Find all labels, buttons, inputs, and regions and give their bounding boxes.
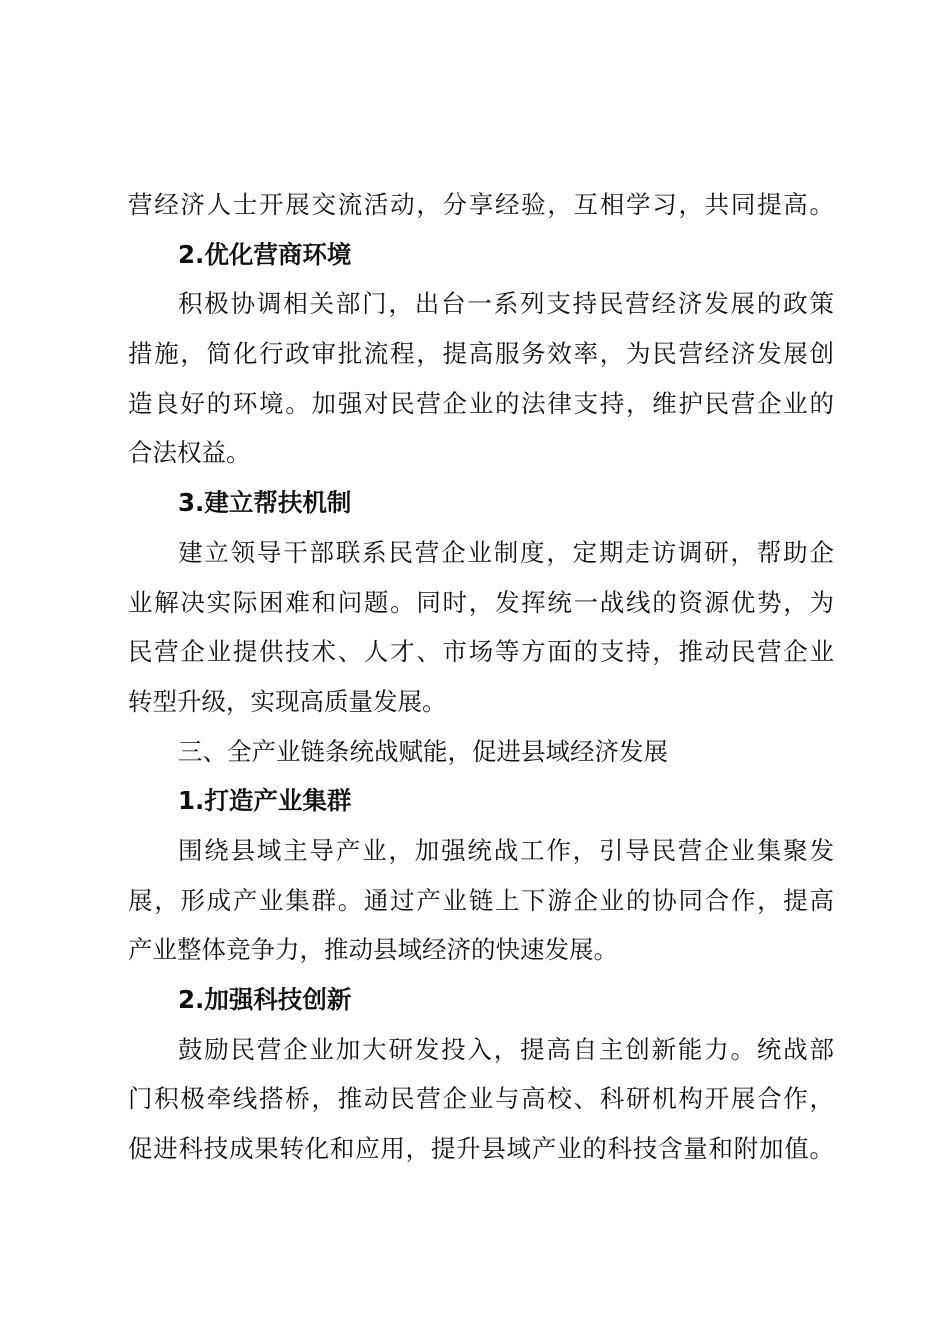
paragraph-line: 围绕县域主导产业，加强统战工作，引导民营企业集聚发 — [178, 835, 834, 865]
paragraph-line: 鼓励民营企业加大研发投入，提高自主创新能力。统战部 — [178, 1034, 834, 1064]
paragraph-line: 营经济人士开展交流活动，分享经验，互相学习，共同提高。 — [128, 190, 834, 219]
paragraph-line: 民营企业提供技术、人才、市场等方面的支持，推动民营企业 — [128, 637, 834, 667]
section-heading-tech-innovation: 2.加强科技创新 — [178, 985, 352, 1014]
paragraph-line: 积极协调相关部门，出台一系列支持民营经济发展的政策 — [178, 289, 834, 319]
paragraph-line: 转型升级，实现高质量发展。 — [128, 686, 447, 716]
paragraph-line: 措施，简化行政审批流程，提高服务效率，为民营经济发展创 — [128, 339, 834, 369]
paragraph-line: 促进科技成果转化和应用，提升县域产业的科技含量和附加值。 — [128, 1134, 834, 1164]
document-body — [128, 180, 834, 1174]
paragraph-line: 业解决实际困难和问题。同时，发挥统一战线的资源优势，为 — [128, 587, 834, 617]
paragraph-line: 造良好的环境。加强对民营企业的法律支持，维护民营企业的 — [128, 388, 834, 418]
paragraph-line: 展，形成产业集群。通过产业链上下游企业的协同合作，提高 — [128, 885, 834, 915]
section-heading-optimize-business-environment: 2.优化营商环境 — [178, 239, 352, 269]
paragraph-line: 产业整体竞争力，推动县域经济的快速发展。 — [128, 935, 618, 965]
section-heading-assistance-mechanism: 3.建立帮扶机制 — [178, 488, 352, 518]
section-heading-industry-cluster: 1.打造产业集群 — [178, 786, 352, 816]
paragraph-line: 建立领导干部联系民营企业制度，定期走访调研，帮助企 — [178, 537, 834, 567]
paragraph-line: 合法权益。 — [128, 438, 251, 468]
paragraph-line: 门积极牵线搭桥，推动民营企业与高校、科研机构开展合作， — [128, 1084, 834, 1114]
chapter-heading-industry-chain: 三、全产业链条统战赋能，促进县域经济发展 — [178, 736, 668, 766]
